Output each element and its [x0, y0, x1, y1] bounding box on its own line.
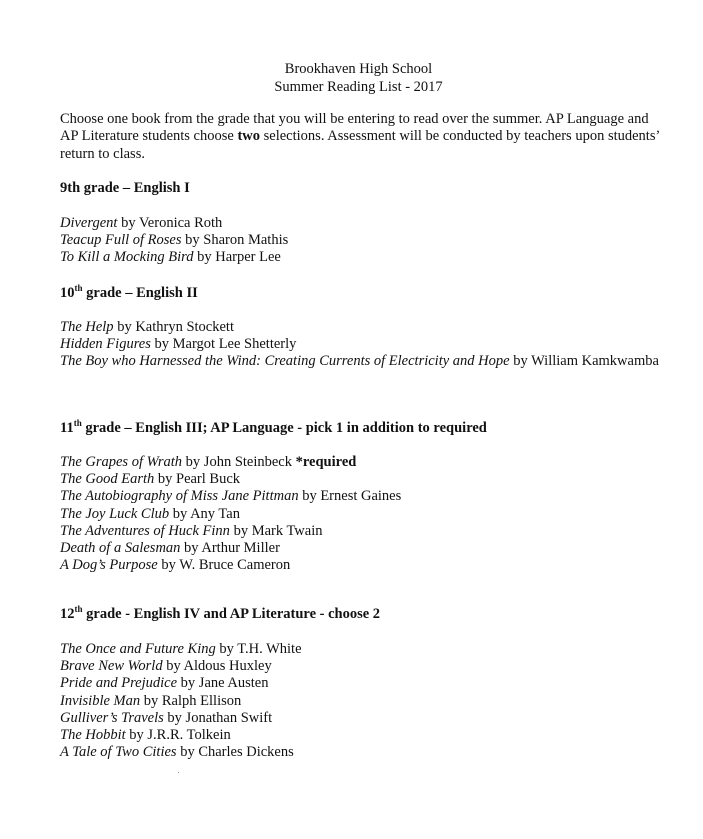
list-item: The Help by Kathryn Stockett	[60, 319, 234, 335]
list-item: Divergent by Veronica Roth	[60, 215, 223, 231]
required-note: *required	[295, 454, 357, 470]
list-item: Teacup Full of Roses by Sharon Mathis	[60, 232, 289, 249]
section-heading-9th: 9th grade – English I	[60, 180, 190, 196]
list-item: The Autobiography of Miss Jane Pittman by Ernest Gaines	[60, 488, 402, 505]
section-heading-11th: 11th grade – English III; AP Language - pick 1 in addition to required	[60, 418, 487, 436]
list-item: Pride and Prejudice by Jane Austen	[60, 675, 269, 692]
section-heading-12th: 12th grade - English IV and AP Literature - choose 2	[60, 604, 381, 622]
list-item: Death of a Salesman by Arthur Miller	[60, 540, 280, 557]
list-item: The Good Earth by Pearl Buck	[60, 471, 241, 488]
list-item: The Once and Future King by T.H. White	[60, 641, 302, 657]
list-item: To Kill a Mocking Bird by Harper Lee	[60, 249, 281, 266]
book-list-12th	[60, 641, 660, 761]
section-heading-10th: 10th grade – English II	[60, 283, 198, 301]
intro-emphasis: two	[237, 128, 261, 145]
list-item: Brave New World by Aldous Huxley	[60, 658, 272, 675]
list-item: The Boy who Harnessed the Wind: Creating Currents of Electricity and Hope by William Kamkwamba	[60, 353, 659, 370]
school-name: Brookhaven High School	[284, 61, 433, 77]
intro-paragraph	[60, 111, 660, 163]
list-item: Gulliver’s Travels by Jonathan Swift	[60, 709, 273, 726]
intro-text-before: Choose one book from the grade that you will be entering to read over the summer. AP Language and AP Literature students choose	[60, 111, 649, 145]
list-item: The Hobbit by J.R.R. Tolkein	[60, 727, 231, 744]
book-list-10th	[60, 319, 660, 371]
document-header	[0, 61, 703, 96]
list-item: A Tale of Two Cities by Charles Dickens	[60, 744, 294, 761]
scan-speck	[178, 772, 179, 773]
list-item: The Grapes of Wrath by John Steinbeck *required	[60, 454, 357, 470]
list-item: Invisible Man by Ralph Ellison	[60, 692, 242, 709]
book-list-11th	[60, 454, 660, 574]
list-item: The Adventures of Huck Finn by Mark Twain	[60, 522, 323, 539]
list-item: Hidden Figures by Margot Lee Shetterly	[60, 336, 297, 353]
document-title: Summer Reading List - 2017	[274, 78, 443, 95]
book-list-9th	[60, 215, 660, 267]
intro-text-after: selections. Assessment will be conducted by teachers upon students’ return to class.	[60, 128, 660, 162]
list-item: The Joy Luck Club by Any Tan	[60, 505, 240, 522]
list-item: A Dog’s Purpose by W. Bruce Cameron	[60, 557, 291, 574]
